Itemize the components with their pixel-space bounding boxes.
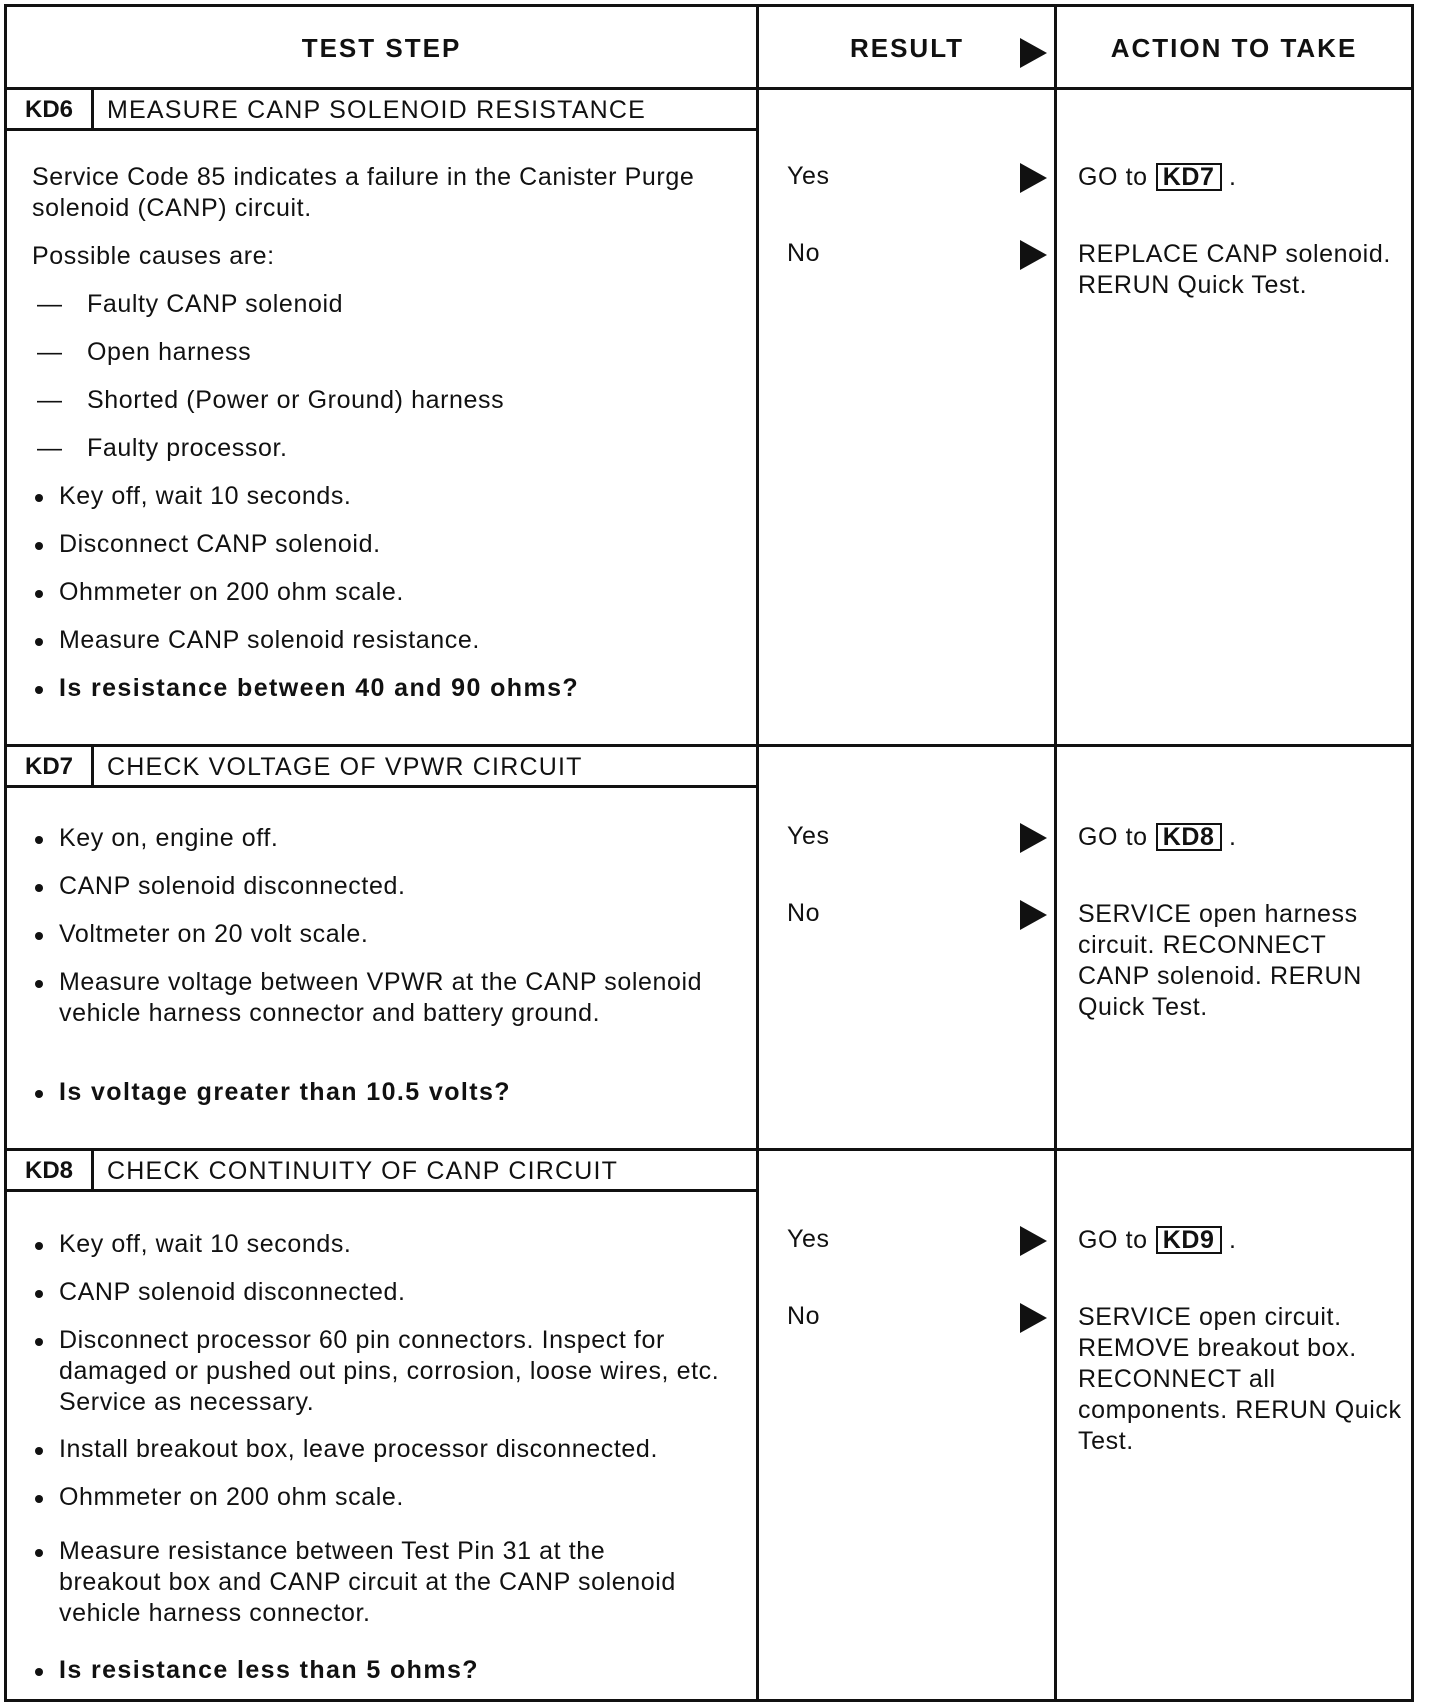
- arrow-icon: [1020, 163, 1047, 193]
- column-divider: [756, 7, 759, 1699]
- bullet-item: Disconnect CANP solenoid.: [59, 529, 381, 560]
- arrow-icon: [1020, 823, 1047, 853]
- step-id: KD6: [7, 90, 94, 128]
- step-id: KD8: [7, 1151, 94, 1189]
- causes-label: Possible causes are:: [32, 242, 275, 270]
- bullet-item: Ohmmeter on 200 ohm scale.: [59, 1482, 404, 1513]
- bullet-item: Key off, wait 10 seconds.: [59, 1229, 351, 1260]
- bullet-item: Measure resistance between Test Pin 31 at the breakout box and CANP circuit at the CANP solenoid vehicle harness connector.: [59, 1536, 679, 1629]
- goto-step-link[interactable]: KD8: [1156, 823, 1222, 851]
- goto-step-link[interactable]: KD7: [1156, 163, 1222, 191]
- diagnostic-table: [4, 4, 1414, 1702]
- action-yes: GO to KD7 .: [1078, 163, 1237, 191]
- bullet-item: CANP solenoid disconnected.: [59, 1277, 406, 1308]
- header-test-step: TEST STEP: [301, 33, 462, 63]
- bullet-item: Disconnect processor 60 pin connectors. Inspect for damaged or pushed out pins, corrosion, loose wires, etc. Service as necessary.: [59, 1325, 724, 1418]
- result-yes: Yes: [787, 1225, 830, 1253]
- action-yes: GO to KD9 .: [1078, 1226, 1237, 1254]
- goto-step-link[interactable]: KD9: [1156, 1226, 1222, 1254]
- step-question: Is resistance less than 5 ohms?: [59, 1655, 479, 1686]
- cause-item: — Faulty CANP solenoid: [37, 290, 344, 318]
- cause-item: — Shorted (Power or Ground) harness: [37, 386, 505, 414]
- action-no: SERVICE open circuit. REMOVE breakout box. RECONNECT all components. RERUN Quick Test.: [1078, 1303, 1402, 1455]
- arrow-icon: [1020, 240, 1047, 270]
- bullet-item: Voltmeter on 20 volt scale.: [59, 919, 368, 950]
- step-title: MEASURE CANP SOLENOID RESISTANCE: [107, 96, 646, 124]
- cause-item: — Open harness: [37, 338, 252, 366]
- bullet-item: Key on, engine off.: [59, 823, 278, 854]
- action-yes: GO to KD8 .: [1078, 823, 1237, 851]
- step-intro: Service Code 85 indicates a failure in the Canister Purge solenoid (CANP) circuit.: [32, 163, 695, 222]
- action-no: REPLACE CANP solenoid. RERUN Quick Test.: [1078, 240, 1391, 299]
- cause-item: — Faulty processor.: [37, 434, 288, 462]
- arrow-icon: [1020, 1303, 1047, 1333]
- step-heading-kd6: [7, 90, 756, 131]
- header-action: ACTION TO TAKE: [1110, 33, 1358, 63]
- bullet-item: Ohmmeter on 200 ohm scale.: [59, 577, 404, 608]
- bullet-item: Install breakout box, leave processor disconnected.: [59, 1434, 658, 1465]
- result-yes: Yes: [787, 162, 830, 190]
- column-divider: [1054, 7, 1057, 1699]
- step-question: Is resistance between 40 and 90 ohms?: [59, 673, 579, 704]
- bullet-item: CANP solenoid disconnected.: [59, 871, 406, 902]
- action-no: SERVICE open harness circuit. RECONNECT CANP solenoid. RERUN Quick Test.: [1078, 900, 1362, 1021]
- bullet-item: Key off, wait 10 seconds.: [59, 481, 351, 512]
- header-result: RESULT: [849, 33, 965, 63]
- step-heading-kd7: [7, 747, 756, 788]
- step-title: CHECK CONTINUITY OF CANP CIRCUIT: [107, 1157, 619, 1185]
- result-no: No: [787, 899, 821, 927]
- result-no: No: [787, 1302, 821, 1330]
- arrow-icon: [1020, 38, 1047, 68]
- step-heading-kd8: [7, 1151, 756, 1192]
- step-question: Is voltage greater than 10.5 volts?: [59, 1077, 511, 1108]
- bullet-item: Measure CANP solenoid resistance.: [59, 625, 480, 656]
- arrow-icon: [1020, 1226, 1047, 1256]
- arrow-icon: [1020, 900, 1047, 930]
- step-title: CHECK VOLTAGE OF VPWR CIRCUIT: [107, 753, 583, 781]
- result-no: No: [787, 239, 821, 267]
- result-yes: Yes: [787, 822, 830, 850]
- step-id: KD7: [7, 747, 94, 785]
- bullet-item: Measure voltage between VPWR at the CANP solenoid vehicle harness connector and battery ground.: [59, 967, 709, 1029]
